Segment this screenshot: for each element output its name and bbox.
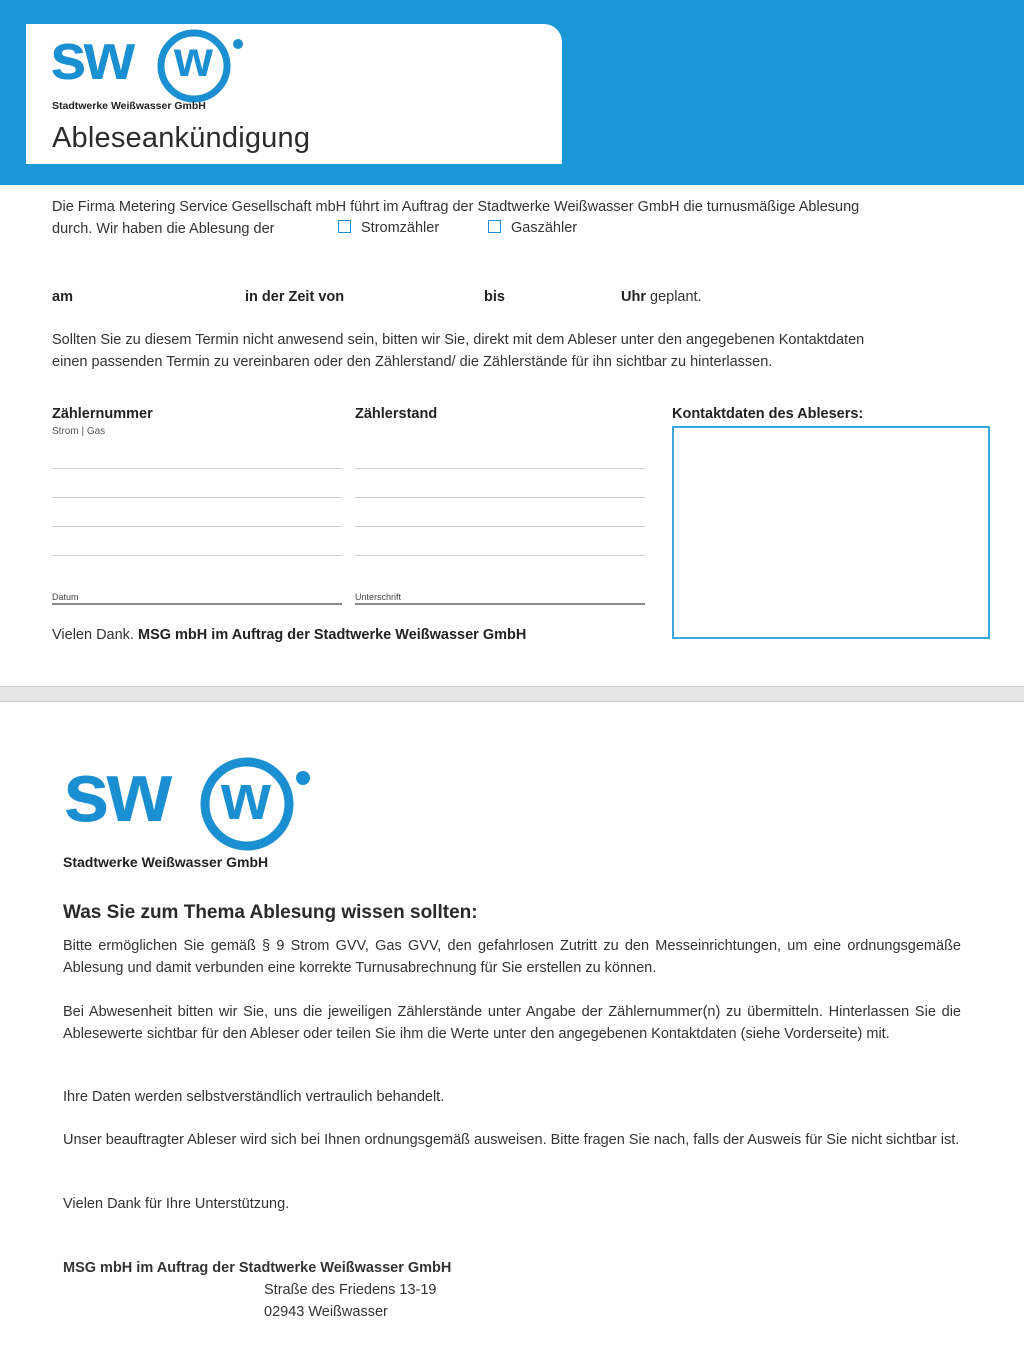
- label-unterschrift: Unterschrift: [355, 592, 402, 602]
- label-datum: Datum: [52, 592, 79, 602]
- meter-reading-line-4[interactable]: [355, 555, 645, 556]
- logo-letters-back: sw: [63, 745, 170, 839]
- sww-logo: [50, 19, 250, 116]
- info-paragraph-1: Bitte ermöglichen Sie gemäß § 9 Strom GVV, Gas GVV, den gefahrlosen Zutritt zu den Messeinrichtungen, um eine ordnungsgemäße Ablesung und damit verbunden eine korrekte Turnusabrechnung für Sie erstellen zu können.: [63, 938, 961, 976]
- checkbox-gas-label: Gaszähler: [511, 220, 578, 236]
- checkbox-gas-box[interactable]: [488, 220, 501, 233]
- info-paragraph-4: Unser beauftragter Ableser wird sich bei Ihnen ordnungsgemäß ausweisen. Bitte fragen Sie nach, falls der Ausweis für Sie nicht sichtbar ist.: [63, 1132, 960, 1148]
- meter-reading-line-3[interactable]: [355, 526, 645, 527]
- label-uhr: Uhr: [621, 289, 646, 305]
- meter-reading-line-2[interactable]: [355, 497, 645, 498]
- thanks-sender: MSG mbH im Auftrag der Stadtwerke Weißwasser GmbH: [137, 627, 527, 643]
- info-heading: Was Sie zum Thema Ablesung wissen sollten:: [63, 902, 478, 923]
- meter-number-line-3[interactable]: [52, 526, 342, 527]
- col-meter-number: Zählernummer: [52, 406, 153, 422]
- logo-company-name: Stadtwerke Weißwasser GmbH: [52, 100, 206, 112]
- label-uhr-geplant: [621, 286, 702, 308]
- checkbox-strom[interactable]: [338, 220, 439, 236]
- meter-number-line-1[interactable]: [52, 468, 342, 469]
- page-divider: [0, 686, 1024, 702]
- thanks-line: [52, 624, 526, 646]
- contact-box[interactable]: [672, 426, 990, 639]
- checkbox-strom-label: Stromzähler: [361, 220, 440, 236]
- col-meter-number-sub: Strom | Gas: [52, 426, 106, 437]
- sww-logo-back: [63, 745, 323, 874]
- sender-name: MSG mbH im Auftrag der Stadtwerke Weißwasser GmbH: [63, 1260, 452, 1276]
- info-paragraph-5: Vielen Dank für Ihre Unterstützung.: [63, 1196, 290, 1212]
- unterschrift-line[interactable]: [355, 603, 645, 605]
- label-geplant: geplant.: [650, 289, 702, 305]
- label-zeit-von: in der Zeit von: [245, 289, 345, 305]
- label-bis: bis: [484, 289, 505, 305]
- col-contact: Kontaktdaten des Ablesers:: [672, 406, 864, 422]
- logo-w-mark: w: [174, 31, 213, 87]
- logo-company-name-back: Stadtwerke Weißwasser GmbH: [63, 854, 269, 870]
- thanks-prefix: Vielen Dank.: [52, 627, 134, 643]
- checkbox-strom-box[interactable]: [338, 220, 351, 233]
- datum-line[interactable]: [52, 603, 342, 605]
- absence-line-1: Sollten Sie zu diesem Termin nicht anwesend sein, bitten wir Sie, direkt mit dem Ableser unter den angegebenen Kontaktdaten: [52, 332, 865, 348]
- intro-line-1: Die Firma Metering Service Gesellschaft mbH führt im Auftrag der Stadtwerke Weißwasser GmbH die turnusmäßige Ablesung: [52, 199, 860, 215]
- logo-letters: sw: [50, 19, 133, 93]
- sender-street: Straße des Friedens 13-19: [264, 1282, 437, 1298]
- absence-line-2: einen passenden Termin zu vereinbaren oder den Zählerstand/ die Zählerstände für ihn sichtbar zu hinterlassen.: [52, 354, 773, 370]
- meter-reading-line-1[interactable]: [355, 468, 645, 469]
- document-title: Ableseankündigung: [52, 122, 311, 154]
- checkbox-gas[interactable]: [488, 220, 577, 236]
- sender-city: 02943 Weißwasser: [264, 1304, 388, 1320]
- logo-w-ring-icon-back: [189, 756, 379, 852]
- back-page: [0, 702, 1024, 1367]
- info-paragraph-3: Ihre Daten werden selbstverständlich vertraulich behandelt.: [63, 1089, 445, 1105]
- intro-line-2: durch. Wir haben die Ablesung der: [52, 221, 275, 237]
- col-meter-reading: Zählerstand: [355, 406, 438, 422]
- meter-number-line-2[interactable]: [52, 497, 342, 498]
- logo-w-mark-back: w: [221, 761, 271, 833]
- logo-w-ring-icon: [148, 28, 298, 104]
- info-paragraph-2: Bei Abwesenheit bitten wir Sie, uns die jeweiligen Zählerstände unter Angabe der Zählernummer(n) zu übermitteln. Hinterlassen Sie die Ablesewerte sichtbar für den Ableser oder teilen Sie ihm die Werte unter den angegebenen Kontaktdaten (siehe Vorderseite) mit.: [63, 1004, 961, 1042]
- label-am: am: [52, 289, 73, 305]
- meter-number-line-4[interactable]: [52, 555, 342, 556]
